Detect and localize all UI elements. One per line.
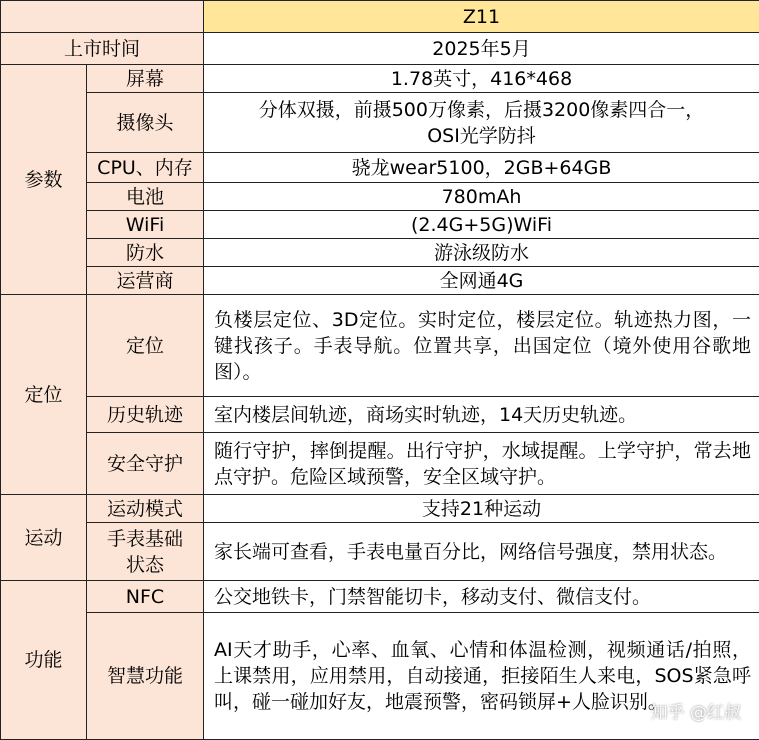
row-waterproof [1, 239, 759, 267]
positioning-value: 负楼层定位、3D定位。实时定位，楼层定位。轨迹热力图，一键找孩子。手表导航。位置共享，出国定位（境外使用谷歌地图）。 [204, 295, 759, 397]
cpu-label: CPU、内存 [87, 153, 204, 183]
waterproof-value: 游泳级防水 [204, 239, 759, 267]
row-sport-mode [1, 495, 759, 523]
carrier-value: 全网通4G [204, 267, 759, 295]
safety-value: 随行守护，摔倒提醒。出行守护，水域提醒。上学守护，常去地点守护。危险区域预警，安全区域守护。 [204, 433, 759, 495]
launch-label: 上市时间 [1, 33, 204, 65]
row-cpu [1, 153, 759, 183]
nfc-value: 公交地铁卡，门禁智能切卡，移动支付、微信支付。 [204, 581, 759, 613]
row-nfc [1, 581, 759, 613]
watch-status-value: 家长端可查看，手表电量百分比，网络信号强度，禁用状态。 [204, 523, 759, 581]
smart-label: 智慧功能 [87, 613, 204, 740]
watermark: 知乎 @红叔 [651, 698, 741, 723]
sport-mode-label: 运动模式 [87, 495, 204, 523]
screen-value: 1.78英寸，416*468 [204, 65, 759, 93]
sport-mode-value: 支持21种运动 [204, 495, 759, 523]
camera-value-line2: OSI光学防抖 [427, 125, 536, 147]
row-wifi [1, 211, 759, 239]
watch-status-label-line1: 手表基础 [107, 528, 183, 550]
wifi-value: (2.4G+5G)WiFi [204, 211, 759, 239]
row-screen [1, 65, 759, 93]
nfc-label: NFC [87, 581, 204, 613]
row-launch [1, 33, 759, 65]
category-function: 功能 [1, 581, 87, 740]
carrier-label: 运营商 [87, 267, 204, 295]
positioning-label: 定位 [87, 295, 204, 397]
category-location: 定位 [1, 295, 87, 495]
watch-status-label [87, 523, 204, 581]
history-label: 历史轨迹 [87, 397, 204, 433]
history-value: 室内楼层间轨迹，商场实时轨迹，14天历史轨迹。 [204, 397, 759, 433]
row-watch-status [1, 523, 759, 581]
screen-label: 屏幕 [87, 65, 204, 93]
model-name: Z11 [204, 1, 759, 33]
header-row [1, 1, 759, 33]
row-carrier [1, 267, 759, 295]
row-safety [1, 433, 759, 495]
battery-value: 780mAh [204, 183, 759, 211]
row-smart [1, 613, 759, 740]
camera-label: 摄像头 [87, 93, 204, 153]
header-blank-cell [1, 1, 204, 33]
camera-value-line1: 分体双摄，前摄500万像素，后摄3200像素四合一， [259, 99, 705, 121]
watch-status-label-line2: 状态 [126, 554, 164, 576]
wifi-label: WiFi [87, 211, 204, 239]
launch-value: 2025年5月 [204, 33, 759, 65]
safety-label: 安全守护 [87, 433, 204, 495]
camera-value [204, 93, 759, 153]
category-sport: 运动 [1, 495, 87, 581]
category-params: 参数 [1, 65, 87, 295]
row-battery [1, 183, 759, 211]
row-camera [1, 93, 759, 153]
cpu-value: 骁龙wear5100，2GB+64GB [204, 153, 759, 183]
smart-value: AI天才助手，心率、血氧、心情和体温检测，视频通话/拍照，上课禁用，应用禁用，自动接通，拒接陌生人来电，SOS紧急呼叫，碰一碰加好友，地震预警，密码锁屏+人脸识别。 [204, 613, 759, 740]
waterproof-label: 防水 [87, 239, 204, 267]
row-positioning [1, 295, 759, 397]
row-history [1, 397, 759, 433]
battery-label: 电池 [87, 183, 204, 211]
